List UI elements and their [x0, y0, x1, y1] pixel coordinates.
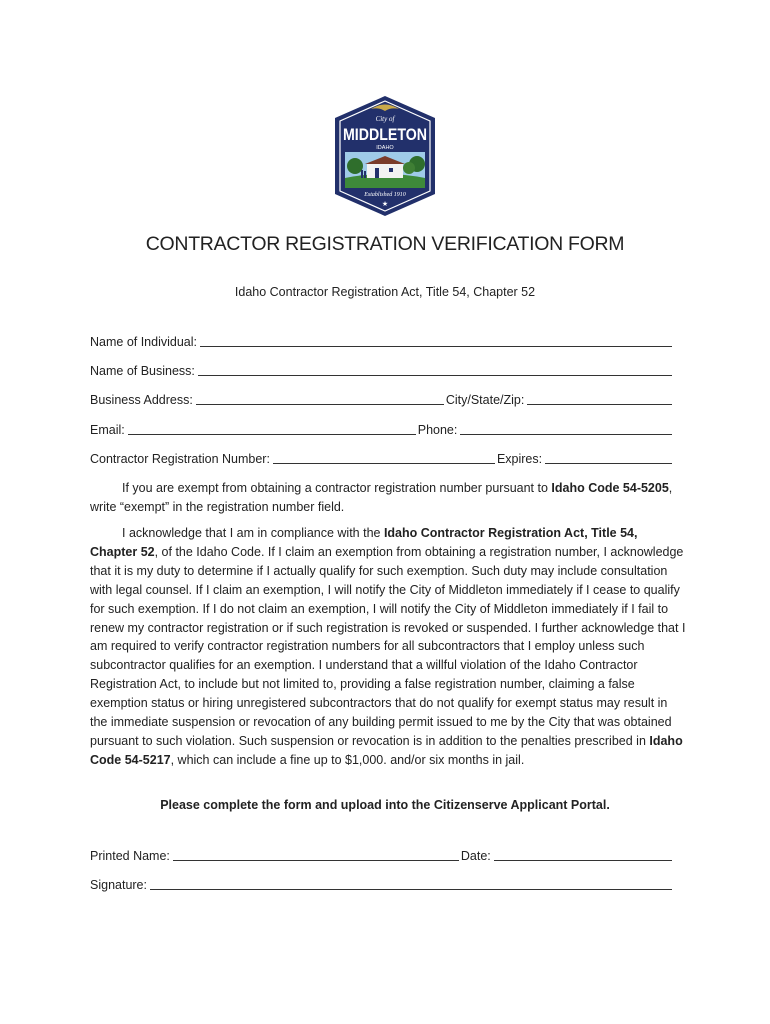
city-logo [331, 94, 439, 218]
date-line[interactable] [494, 847, 672, 861]
email-label: Email: [90, 423, 125, 437]
name-individual-line[interactable] [200, 333, 672, 347]
logo-name: MIDDLETON [343, 125, 427, 144]
para2-act-ref: Idaho Contractor Registration Act, Title 54, Chapter 52 [90, 526, 638, 559]
name-individual-label: Name of Individual: [90, 335, 198, 349]
printed-name-line[interactable] [173, 847, 459, 861]
name-individual-field[interactable] [90, 331, 674, 349]
para2-text-c: , which can include a fine up to $1,000. and/or six months in jail. [170, 752, 525, 767]
para1-code-ref: Idaho Code 54-5205 [551, 481, 669, 495]
printed-name-label: Printed Name: [90, 849, 170, 863]
para2-text-a: I acknowledge that I am in compliance with the [122, 526, 384, 540]
registration-number-line[interactable] [273, 450, 495, 464]
contact-field-row [90, 419, 674, 437]
phone-label: Phone: [417, 423, 458, 437]
svg-text:★: ★ [381, 200, 389, 208]
signature-label: Signature: [90, 878, 147, 892]
name-business-field[interactable] [90, 360, 674, 378]
logo-top-text: City of [375, 115, 395, 123]
para2-code-ref: Idaho Code 54-5217 [90, 733, 683, 767]
phone-line[interactable] [460, 421, 672, 435]
logo-established: Established 1910 [364, 192, 406, 198]
upload-instruction: Please complete the form and upload into the Citizenserve Applicant Portal. [160, 798, 610, 812]
page-title: CONTRACTOR REGISTRATION VERIFICATION FORM [145, 233, 625, 255]
name-business-line[interactable] [198, 362, 672, 376]
name-business-label: Name of Business: [90, 364, 195, 378]
acknowledgement-paragraph [90, 524, 686, 770]
logo-state: IDAHO [376, 145, 394, 151]
date-label: Date: [460, 849, 491, 863]
business-address-label: Business Address: [90, 393, 193, 407]
para1-text-a: If you are exempt from obtaining a contractor registration number pursuant to [122, 481, 552, 495]
page-subtitle: Idaho Contractor Registration Act, Title 54, Chapter 52 [234, 285, 536, 299]
signature-line[interactable] [150, 876, 672, 890]
expires-label: Expires: [496, 452, 543, 466]
registration-number-label: Contractor Registration Number: [90, 452, 270, 466]
signature-row [90, 874, 674, 892]
exemption-paragraph [90, 479, 686, 517]
city-state-zip-line[interactable] [527, 391, 672, 405]
registration-field-row [90, 448, 674, 466]
para2-text-b: , of the Idaho Code. If I claim an exemption from obtaining a registration number, I acknowledge that it is my duty to determine if I actually qualify for such exemption. Such duty may include consultation with legal counsel. If I claim an exemption, I will notify the City of Middleton immediately if I cease to qualify for such exemption. If I do not claim an exemption, I will notify the City of Middleton immediately if I fail to renew my contractor registration or if such registration is revoked or suspended. I further acknowledge that I am required to verify contractor registration numbers for all subcontractors that I employ unless such subcontractor qualifies for an exemption. I understand that a willful violation of the Idaho Contractor Registration Act, to include but not limited to, providing a false registration number, claiming a false exemption status or hiring unregistered subcontractors that do not qualify for exempt status may result in the immediate suspension or revocation of any building permit issued to me by the City that was obtained pursuant to such violation. Such suspension or revocation is in addition to the penalties prescribed in [90, 544, 686, 748]
printed-name-row [90, 845, 674, 863]
email-line[interactable] [128, 421, 416, 435]
expires-line[interactable] [545, 450, 672, 464]
city-state-zip-label: City/State/Zip: [445, 393, 525, 407]
address-field-row [90, 389, 674, 407]
business-address-line[interactable] [196, 391, 444, 405]
para1-text-b: , write “exempt” in the registration number field. [90, 481, 673, 514]
